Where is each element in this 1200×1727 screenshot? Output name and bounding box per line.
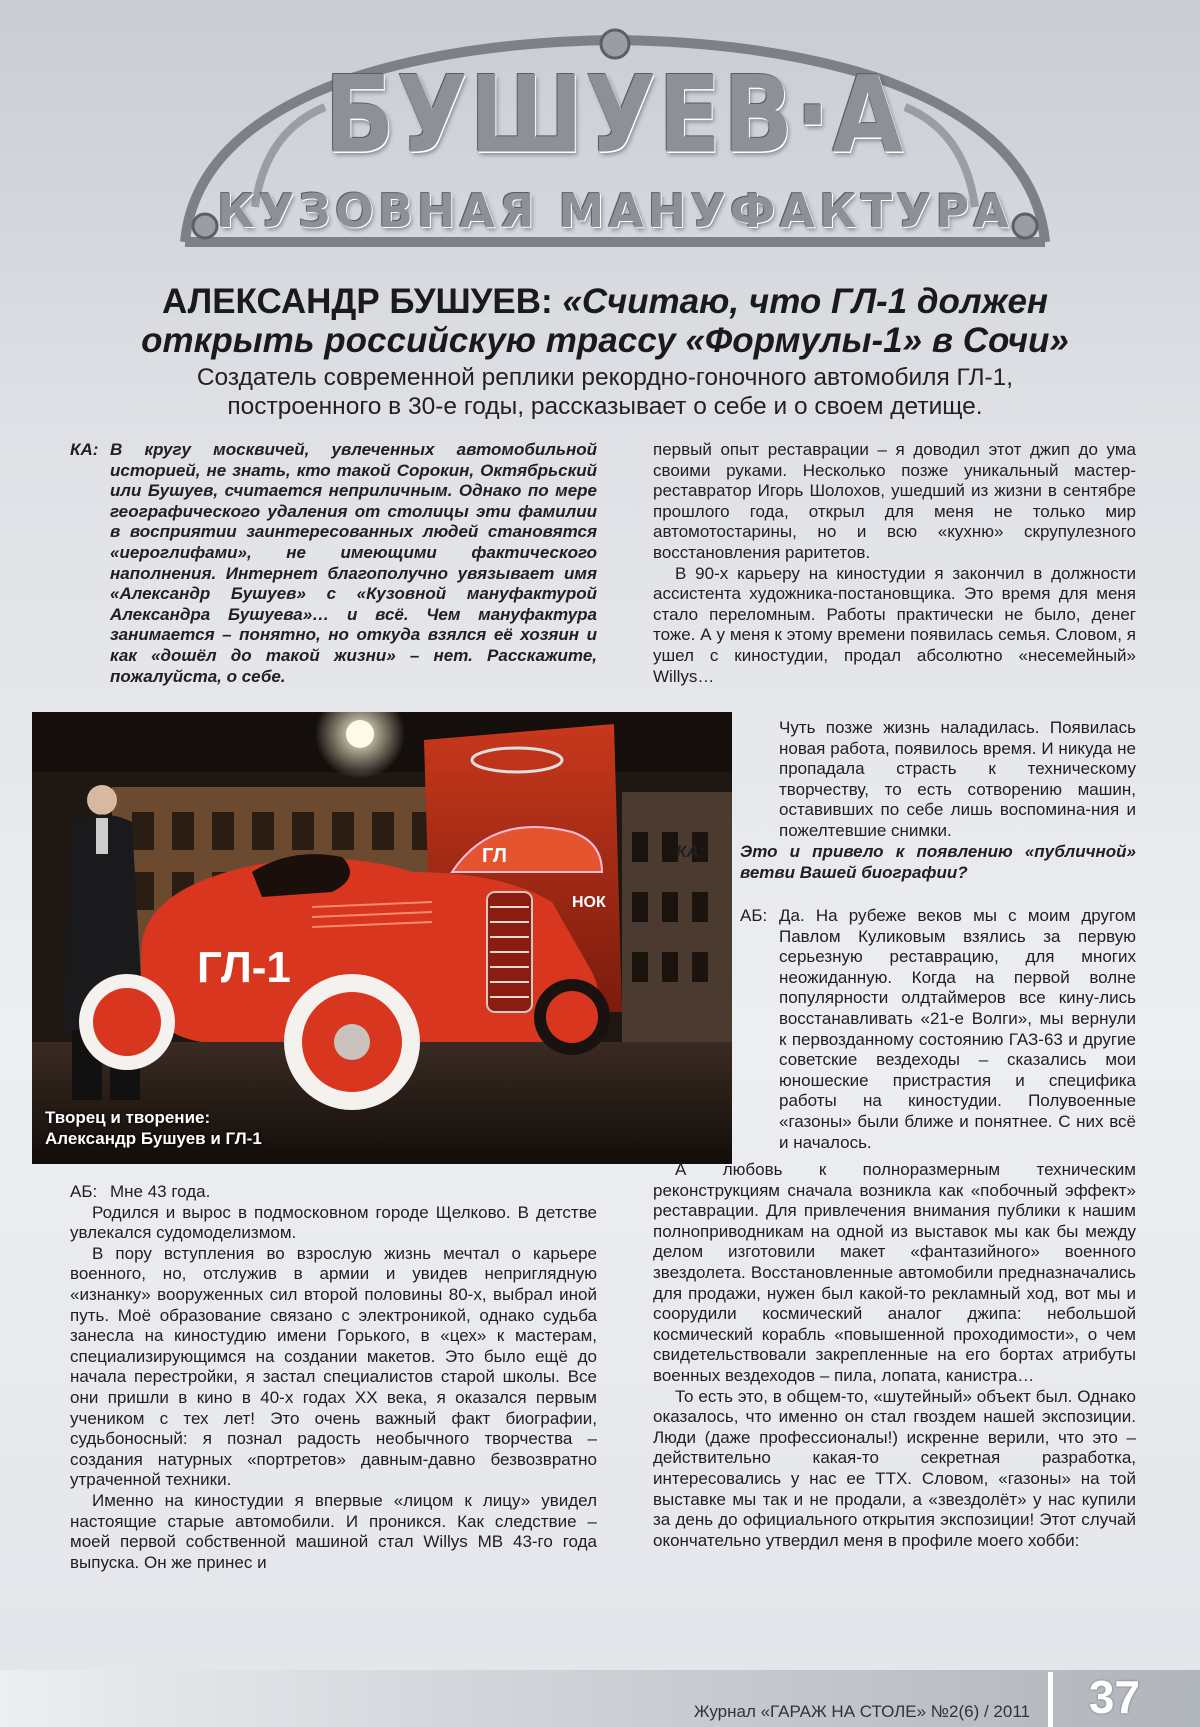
interviewer-question: В кругу москвичей, увлеченных автомобильной историей, не знать, кто такой Сорокин, Октябрьский или Бушуев, считается неприличным. Однако по мере географического удаления от столицы эти фамилии в восприятии заинтересованных людей становятся «иероглифами», не имеющими фактического наполнения. Интернет благополучно увязывает имя «Александр Бушуев» с «Кузовной мануфактурой Александра Бушуева»… и всё. Чем мануфактура занимается – понятно, но откуда взялся её хозяин и как «дошёл до такой жизни» – нет. Расскажите, пожалуйста, о себе.	[110, 440, 597, 686]
answer-paragraph: В 90-х карьеру на киностудии я закончил в должности ассистента художника-постановщика. Это время для меня стало переломным. Работы практически не было, денег тоже. А у меня к этому времени появилась семья. Словом, я ушел с киностудии, продал абсолютно «несемейный» Willys…	[653, 563, 1136, 686]
left-answer-block	[70, 1182, 597, 1573]
speaker-label: АБ:	[70, 1182, 98, 1201]
caption-line-2: Александр Бушуев и ГЛ-1	[45, 1129, 262, 1148]
right-question-block	[676, 842, 1136, 883]
article-subhead	[60, 363, 1150, 421]
photo-caption	[45, 1107, 262, 1149]
journal-footer-text: Журнал «ГАРАЖ НА СТОЛЕ» №2(6) / 2011	[693, 1702, 1030, 1721]
left-question-block	[70, 440, 597, 687]
subhead-line-2: построенного в 30-е годы, рассказывает о себе и о своем детище.	[227, 393, 983, 420]
answer-paragraph: Чуть позже жизнь наладилась. Появилась новая работа, появилось время. И никуда не пропадала страсть к техническому творчеству, то есть сотворению машин, оставивших по себе лишь воспомина-ния и пожелтевшие снимки.	[779, 718, 1136, 840]
logo-line1: БУШУЕВ·А	[324, 53, 906, 178]
logo-line2: КУЗОВНАЯ МАНУФАКТУРА	[217, 184, 1013, 238]
right-column-bottom	[653, 1160, 1136, 1551]
answer-paragraph: Да. На рубеже веков мы с моим другом Павлом Куликовым взялись за первую серьезную реставрацию, для многих неожиданную. Когда на первой волне популярности олдтаймеров все кину-лись восстанавливать «21-е Волги», мы вернули к первозданному состоянию ГАЗ-63 и другие советские вездеходы – сказались мои юношеские пристрастия и специфика работы на киностудии. Полувоенные «газоны» были ближе и понятнее. С них всё и началось.	[779, 906, 1136, 1152]
headline-name: АЛЕКСАНДР БУШУЕВ:	[161, 282, 553, 321]
headline-quote-1: «Считаю, что ГЛ-1 должен	[562, 282, 1049, 321]
speaker-label: АБ:	[740, 906, 768, 925]
right-column-top	[653, 440, 1136, 687]
page-number-divider	[1048, 1672, 1053, 1727]
answer-paragraph: первый опыт реставрации – я доводил этот джип до ума своими руками. Несколько позже уникальный мастер-реставратор Игорь Шолохов, ушедший из жизни в сентябре прошлого года, открыл для меня не только мир автомотостарины, но и всю «кухню» скрупулезного восстановления раритетов.	[653, 440, 1136, 562]
answer-paragraph: А любовь к полноразмерным техническим реконструкциям сначала возникла как «побочный эффект» реставрации. Для привлечения внимания публики к нашим полноприводникам на одной из выставок мы как бы между делом изготовили макет «фантазийного» военного звездолета. Восстановленные автомобили предназначались для продажи, нужен был какой-то рекламный ход, вот мы и соорудили космический аналог джипа: небольшой космический корабль «повышенной проходимости», о чем свидетельствовали закрепленные на его бортах атрибуты военных вездеходов – пила, лопата, канистра…	[653, 1160, 1136, 1385]
interviewer-question: Это и привело к появлению «публичной» ветви Вашей биографии?	[740, 842, 1136, 882]
answer-paragraph: Мне 43 года.	[110, 1182, 211, 1201]
answer-paragraph: Именно на киностудии я впервые «лицом к лицу» увидел настоящие старые автомобили. И проникся. Как следствие – моей первой собственной машиной стал Willys MB 43-го года выпуска. Он же принес и	[70, 1490, 597, 1572]
right-column-beside-photo	[779, 718, 1136, 842]
car-label: ГЛ-1	[197, 943, 291, 992]
headline-quote-2: открыть российскую трассу «Формулы-1» в Сочи»	[141, 321, 1069, 360]
subhead-line-1: Создатель современной реплики рекордно-гоночного автомобиля ГЛ-1,	[196, 364, 1014, 391]
photo-illustration	[32, 712, 732, 1164]
answer-paragraph: То есть это, в общем-то, «шутейный» объект был. Однако оказалось, что именно он стал гвоздем нашей экспозиции. Люди (даже профессионалы!) искренне верили, что это – действительно какая-то секретная разработка, интересовались у нас ее ТТХ. Словом, «газоны» на той выставке мы так и не продали, а «звездолёт» у нас купили за день до официального открытия экспозиции! Этот случай окончательно утвердил меня в профиле моего хобби:	[653, 1386, 1136, 1550]
poster-car-label: ГЛ	[482, 845, 507, 867]
speaker-label: КА:	[70, 440, 99, 459]
article-headline	[60, 282, 1150, 360]
photo-bushuev-gl1	[32, 712, 732, 1164]
page-number: 37	[1088, 1671, 1140, 1723]
caption-line-1: Творец и творение:	[45, 1108, 211, 1127]
answer-paragraph: Родился и вырос в подмосковном городе Щелково. В детстве увлекался судомоделизмом.	[70, 1202, 597, 1243]
answer-paragraph: В пору вступления во взрослую жизнь мечтал о карьере военного, но, отслужив в армии и увидев неприглядную «изнанку» вооруженных сил второй половины 80-х, выбрал иной путь. Моё образование связано с электроникой, однако судьба занесла на киностудию имени Горького, в «цех» к мастерам, специализирующимся на создании макетов. Это было ещё до начала перестройки, я застал специалистов старой школы. Все они пришли в кино в 40-х годах XX века, я оказался первым учеником с тех лет! Это очень важный факт биографии, судьбоносный: я познал радость необычного творчества – создания натурных «портретов» давным-давно безвозвратно утраченной техники.	[70, 1243, 597, 1490]
speaker-label: КА:	[676, 842, 705, 861]
manufactory-logo	[165, 12, 1065, 262]
right-answer-beside-photo	[740, 906, 1136, 1153]
poster-brand: НОК	[572, 894, 606, 911]
